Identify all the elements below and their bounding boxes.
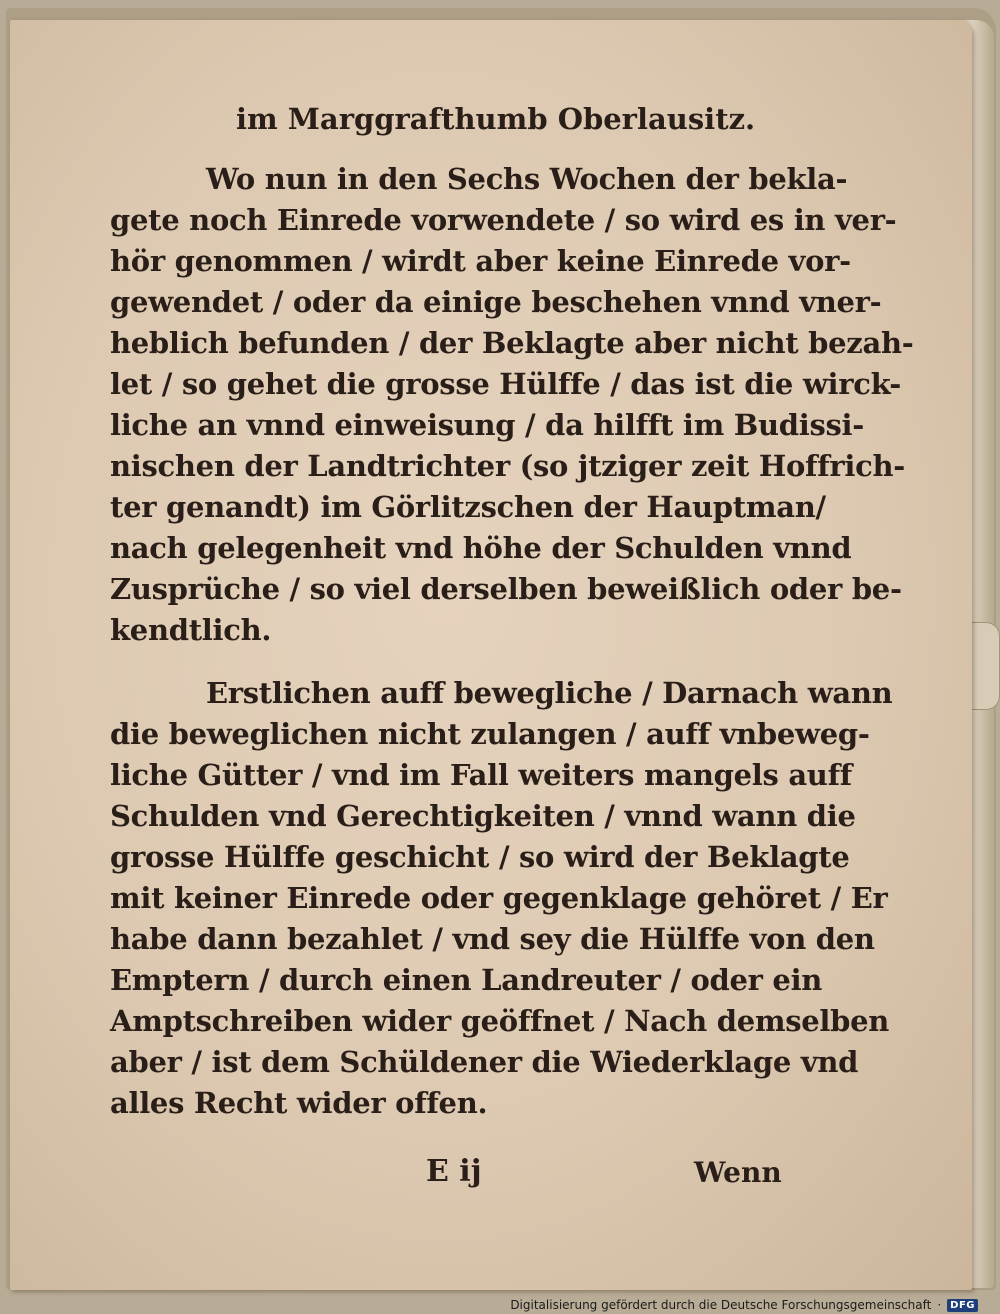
text-line: ter genandt) im Görlitzschen der Hauptman/ (110, 490, 826, 524)
text-line: Erstlichen auff bewegliche / Darnach wann (206, 676, 893, 710)
text-line: Schulden vnd Gerechtigkeiten / vnnd wann die (110, 799, 856, 833)
text-line: grosse Hülffe geschicht / so wird der Beklagte (110, 840, 850, 874)
text-line: gewendet / oder da einige beschehen vnnd vner- (110, 285, 882, 319)
digitization-footer (510, 1298, 978, 1312)
text-line: mit keiner Einrede oder gegenklage gehöret / Er (110, 881, 888, 915)
text-line: Wo nun in den Sechs Wochen der bekla- (206, 162, 848, 196)
funding-credit: Digitalisierung gefördert durch die Deutsche Forschungsgemeinschaft (510, 1298, 932, 1312)
text-line: Zusprüche / so viel derselben beweißlich oder be- (110, 572, 902, 606)
text-line: die beweglichen nicht zulangen / auff vnbeweg- (110, 717, 870, 751)
text-line: Amptschreiben wider geöffnet / Nach demselben (110, 1004, 890, 1038)
text-line: hör genommen / wirdt aber keine Einrede vor- (110, 244, 851, 278)
running-head: im Marggrafthumb Oberlausitz. (236, 102, 756, 136)
text-line: let / so gehet die grosse Hülffe / das ist die wirck- (110, 367, 901, 401)
text-line: heblich befunden / der Beklagte aber nicht bezah- (110, 326, 914, 360)
text-line: nach gelegenheit vnd höhe der Schulden vnnd (110, 531, 852, 565)
text-line: alles Recht wider offen. (110, 1086, 488, 1120)
text-line: kendtlich. (110, 613, 272, 647)
text-line: liche an vnnd einweisung / da hilfft im Budissi- (110, 408, 864, 442)
text-line: habe dann bezahlet / vnd sey die Hülffe von den (110, 922, 875, 956)
text-line: nischen der Landtrichter (so jtziger zeit Hoffrich- (110, 449, 905, 483)
book-page (10, 20, 972, 1290)
dfg-logo: DFG (947, 1299, 978, 1312)
text-line: gete noch Einrede vorwendete / so wird es in ver- (110, 203, 897, 237)
paragraph-2 (110, 673, 893, 1124)
signature-mark: E ij (426, 1154, 482, 1189)
catchword: Wenn (694, 1156, 782, 1189)
text-line: Emptern / durch einen Landreuter / oder ein (110, 963, 823, 997)
paragraph-1 (110, 159, 914, 651)
text-line: aber / ist dem Schüldener die Wiederklage vnd (110, 1045, 859, 1079)
footer-separator: · (937, 1298, 942, 1312)
text-line: liche Gütter / vnd im Fall weiters mangels auff (110, 758, 852, 792)
